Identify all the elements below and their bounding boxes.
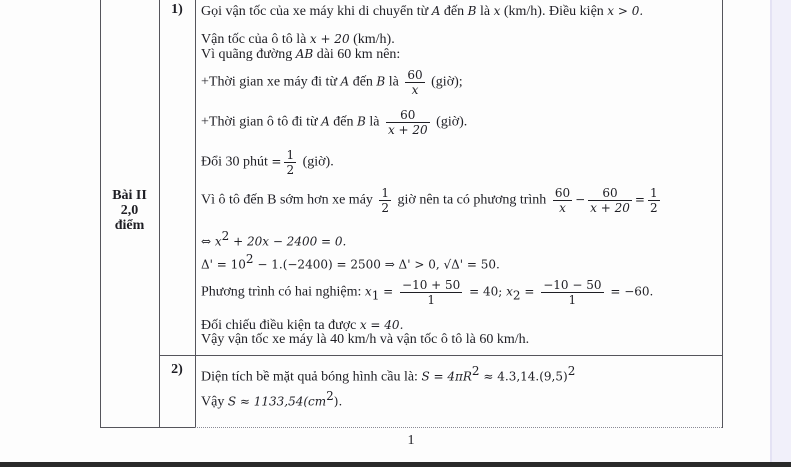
part1-line-7: Vì ô tô đến B sớm hơn xe máy $\frac{1}{2}$ giờ nên ta có phương trình $\frac{60}{x}$ − $\frac{60}{x + 20}$ = $\frac{1}{2}$ xyxy=(201,186,658,215)
table-border-bottom xyxy=(100,427,196,428)
fraction: $\frac{60}{x + 20}$ xyxy=(590,186,630,215)
fraction: $\frac{1}{2}$ xyxy=(649,186,658,215)
part1-line-6: Đổi 30 phút = $\frac{1}{2}$ (giờ). xyxy=(201,148,334,177)
table-border-right xyxy=(722,0,723,428)
problem-score-unit: điểm xyxy=(114,218,145,233)
part1-line-9: $\Delta' = 10^2 - 1.(-2400) = 2500$ ⇒ Δ' > 0, √Δ' = 50. xyxy=(201,252,500,272)
page-number: 1 xyxy=(407,433,415,448)
part2-number: 2) xyxy=(171,362,183,377)
table-row-separator xyxy=(159,355,723,356)
part1-line-10: Phương trình có hai nghiệm: $x_1$ = $\frac{-10 + 50}{1}$ = 40; $x_2$ = $\frac{-10 - 50}{1}$ = −60. xyxy=(201,278,654,307)
part1-number: 1) xyxy=(171,2,183,17)
fraction: $\frac{60}{x}$ xyxy=(554,186,571,215)
part1-line-2: Vận tốc của ô tô là x + 20 (km/h). xyxy=(201,32,395,47)
table-border-col2 xyxy=(195,0,196,428)
fraction: $\frac{-10 - 50}{1}$ xyxy=(543,278,602,307)
problem-label xyxy=(100,188,159,233)
fraction: $\frac{1}{2}$ xyxy=(286,148,295,177)
part1-line-11: Đối chiếu điều kiện ta được x = 40. xyxy=(201,318,404,333)
table-border-bottom-dotted xyxy=(195,427,722,428)
fraction: $\frac{60}{x}$ xyxy=(407,68,423,97)
part1-line-4: +Thời gian xe máy đi từ A đến B là $\frac{60}{x}$ (giờ); xyxy=(201,68,463,97)
fraction: $\frac{60}{x + 20}$ xyxy=(387,108,428,137)
bottom-bar xyxy=(0,462,791,467)
part1-line-5: +Thời gian ô tô đi từ A đến B là $\frac{60}{x + 20}$ (giờ). xyxy=(201,108,468,137)
part1-line-8: ⇔ $x^2 + 20x - 2400 = 0$. xyxy=(201,229,347,249)
part1-line-3: Vì quãng đường AB dài 60 km nên: xyxy=(201,47,401,62)
part2-line-1: Diện tích bề mặt quả bóng hình cầu là: $S = 4\pi R^2 \approx 4.3,14.(9,5)^2$ xyxy=(201,364,576,385)
part1-line-1: Gọi vận tốc của xe máy khi di chuyển từ A đến B là x (km/h). Điều kiện x > 0. xyxy=(201,4,644,19)
fraction: $\frac{1}{2}$ xyxy=(381,186,390,215)
part1-line-12: Vậy vận tốc xe máy là 40 km/h và vận tốc ô tô là 60 km/h. xyxy=(201,332,530,347)
problem-title: Bài II xyxy=(112,188,147,203)
fraction: $\frac{-10 + 50}{1}$ xyxy=(402,278,461,307)
part2-line-2: Vậy $S \approx 1133,54(cm^2)$. xyxy=(201,389,343,410)
problem-score: 2,0 xyxy=(120,203,139,218)
page-edge-strip xyxy=(770,0,791,462)
